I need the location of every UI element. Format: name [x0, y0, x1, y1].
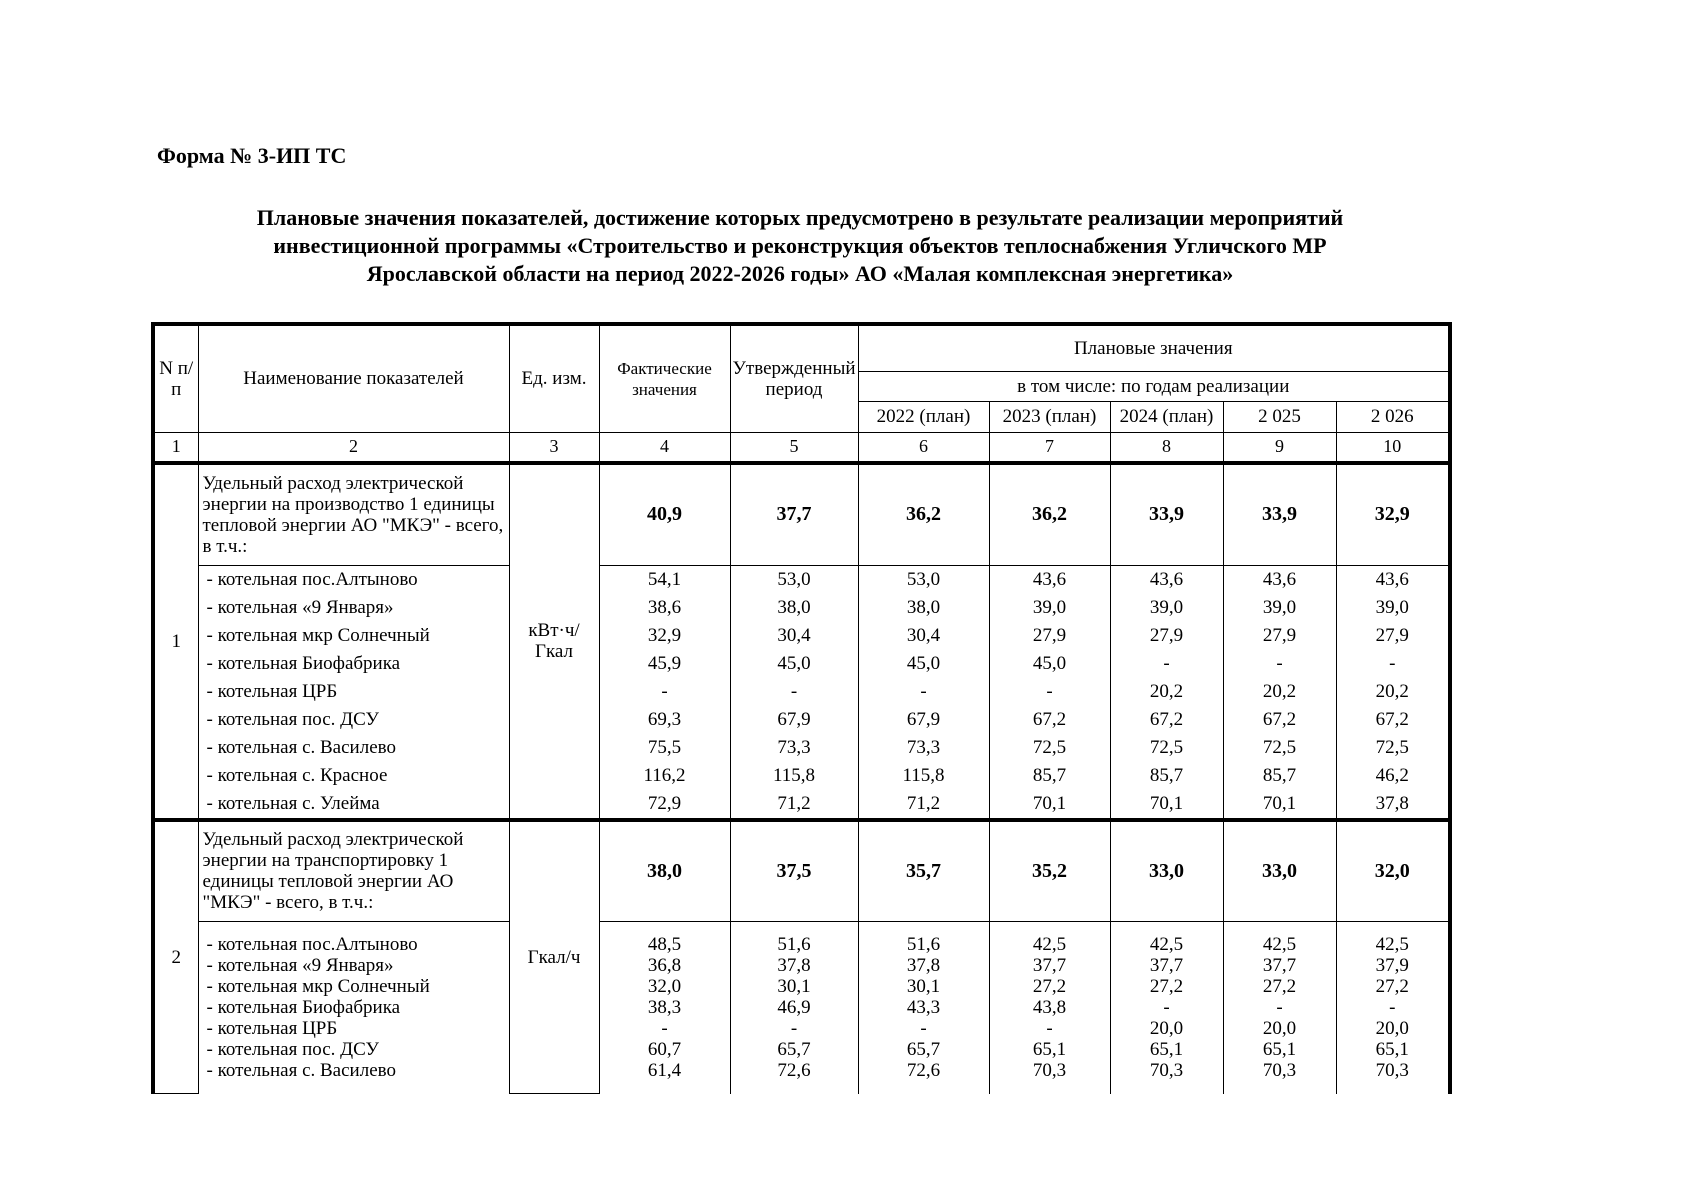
value-cell: 51,6 [777, 934, 811, 956]
column-number: 3 [509, 432, 599, 463]
column-number: 1 [153, 432, 198, 463]
column-number: 10 [1336, 432, 1450, 463]
value-cell: 65,1 [1262, 1039, 1297, 1061]
value-cell: 70,3 [1375, 1060, 1409, 1082]
value-column [989, 922, 1110, 1094]
value-list [1224, 566, 1336, 818]
value-list [990, 566, 1110, 818]
value-cell: 65,1 [1375, 1039, 1409, 1061]
value-cell: 67,2 [1375, 708, 1409, 730]
value-cell: 67,9 [906, 708, 941, 730]
value-cell: - [1276, 997, 1283, 1019]
header-year: 2 025 [1223, 401, 1336, 432]
value-cell: - [1276, 652, 1283, 674]
value-column [599, 922, 730, 1094]
value-cell: 69,3 [647, 708, 682, 730]
value-cell: - [790, 1018, 798, 1040]
column-number: 5 [730, 432, 858, 463]
value-list [1337, 934, 1449, 1081]
total-value: 32,9 [1336, 463, 1450, 565]
value-cell: 27,2 [1262, 976, 1297, 998]
value-list [600, 566, 730, 818]
value-cell: 27,2 [1149, 976, 1184, 998]
column-number: 8 [1110, 432, 1223, 463]
total-value: 38,0 [599, 820, 730, 922]
value-cell: 54,1 [647, 568, 682, 590]
value-cell: - [661, 680, 668, 702]
form-label: Форма № 3-ИП ТС [157, 143, 347, 168]
value-list [600, 934, 730, 1081]
value-list [990, 934, 1110, 1081]
station-names [198, 922, 509, 1094]
value-list [1111, 566, 1223, 818]
value-cell: 116,2 [643, 764, 686, 786]
column-number: 7 [989, 432, 1110, 463]
indicator-total-name: Удельный расход электрической энергии на транспортировку 1 единицы тепловой энергии АО "МКЭ" - всего, в т.ч.: [198, 820, 509, 922]
value-cell: 45,9 [647, 652, 682, 674]
group-number: 2 [153, 820, 198, 1094]
header-unit: Ед. изм. [509, 324, 599, 432]
value-cell: 45,0 [906, 652, 941, 674]
value-cell: 36,8 [647, 955, 682, 977]
value-cell: 39,0 [1375, 596, 1409, 618]
value-cell: 37,8 [777, 955, 811, 977]
value-cell: 85,7 [1262, 764, 1297, 786]
indicators-table [151, 322, 1452, 1094]
value-cell: 46,9 [777, 997, 811, 1019]
value-cell: 71,2 [906, 792, 941, 814]
value-cell: 45,0 [777, 652, 811, 674]
value-cell: 42,5 [1375, 934, 1409, 956]
value-column [730, 565, 858, 820]
value-cell: 67,9 [777, 708, 811, 730]
value-cell: 30,4 [906, 624, 941, 646]
station-name: - котельная «9 Января» [206, 955, 394, 977]
title-line: Плановые значения показателей, достижение которых предусмотрено в результате реализации мероприятий [256, 205, 1344, 230]
value-cell: 65,7 [777, 1039, 811, 1061]
value-cell: 73,3 [777, 736, 811, 758]
column-number: 4 [599, 432, 730, 463]
value-cell: 85,7 [1149, 764, 1184, 786]
total-value: 36,2 [989, 463, 1110, 565]
value-cell: - [920, 680, 927, 702]
value-cell: 20,0 [1262, 1018, 1297, 1040]
value-cell: 20,0 [1375, 1018, 1409, 1040]
value-cell: 32,9 [647, 624, 682, 646]
value-list [1111, 934, 1223, 1081]
value-cell: 38,6 [647, 596, 682, 618]
value-cell: 70,1 [1262, 792, 1297, 814]
value-cell: 37,7 [1032, 955, 1067, 977]
value-cell: 70,1 [1149, 792, 1184, 814]
value-cell: 20,2 [1149, 680, 1184, 702]
station-name: - котельная пос.Алтыново [206, 934, 418, 956]
station-name: - котельная Биофабрика [206, 652, 401, 674]
header-num: N п/п [153, 324, 198, 432]
value-list [731, 934, 858, 1081]
total-value: 33,9 [1110, 463, 1223, 565]
station-name: - котельная пос.Алтыново [206, 568, 418, 590]
column-number: 9 [1223, 432, 1336, 463]
station-name: - котельная с. Улейма [206, 792, 380, 814]
value-column [730, 922, 858, 1094]
group-number: 1 [153, 463, 198, 820]
value-cell: 30,4 [777, 624, 811, 646]
value-cell: 72,6 [906, 1060, 941, 1082]
value-cell: 30,1 [777, 976, 811, 998]
indicator-total-name: Удельный расход электрической энергии на производство 1 единицы тепловой энергии АО "МКЭ" - всего, в т.ч.: [198, 463, 509, 565]
value-cell: 20,2 [1262, 680, 1297, 702]
column-number: 2 [198, 432, 509, 463]
value-list [1224, 934, 1336, 1081]
station-name: - котельная с. Василево [206, 736, 396, 758]
station-names [198, 565, 509, 820]
value-cell: - [1046, 1018, 1053, 1040]
station-name: - котельная пос. ДСУ [206, 1039, 379, 1061]
station-name-list [207, 934, 509, 1081]
value-cell: - [1163, 997, 1170, 1019]
station-name: - котельная «9 Января» [206, 596, 394, 618]
value-column [858, 922, 989, 1094]
value-cell: 37,8 [906, 955, 941, 977]
total-value: 33,0 [1110, 820, 1223, 922]
document-title [150, 204, 1450, 288]
value-cell: 73,3 [906, 736, 941, 758]
value-cell: - [1046, 680, 1053, 702]
value-cell: 38,0 [777, 596, 811, 618]
total-value: 33,0 [1223, 820, 1336, 922]
value-list [731, 566, 858, 818]
value-cell: - [1389, 997, 1396, 1019]
value-cell: 43,3 [906, 997, 941, 1019]
value-cell: 70,3 [1032, 1060, 1067, 1082]
value-column [1110, 922, 1223, 1094]
value-cell: 43,6 [1262, 568, 1297, 590]
value-cell: - [1163, 652, 1170, 674]
value-cell: 72,5 [1375, 736, 1409, 758]
value-cell: 27,9 [1149, 624, 1184, 646]
value-cell: 39,0 [1262, 596, 1297, 618]
title-line: инвестиционной программы «Строительство и реконструкция объектов теплоснабжения Угличского МР [273, 233, 1327, 258]
unit-cell: кВт·ч/ Гкал [509, 463, 599, 820]
value-cell: - [920, 1018, 927, 1040]
value-cell: 51,6 [906, 934, 941, 956]
unit-cell: Гкал/ч [509, 820, 599, 1094]
value-list [859, 934, 989, 1081]
value-list [859, 566, 989, 818]
value-cell: 70,1 [1032, 792, 1067, 814]
value-cell: 30,1 [906, 976, 941, 998]
value-cell: 43,6 [1375, 568, 1409, 590]
value-cell: 27,2 [1375, 976, 1409, 998]
value-cell: 72,5 [1262, 736, 1297, 758]
value-cell: 37,7 [1149, 955, 1184, 977]
value-column [1223, 565, 1336, 820]
total-value: 37,7 [730, 463, 858, 565]
header-year: 2022 (план) [858, 401, 989, 432]
value-cell: 72,5 [1149, 736, 1184, 758]
value-cell: 39,0 [1032, 596, 1067, 618]
station-name: - котельная с. Красное [206, 764, 388, 786]
station-name-list [207, 566, 509, 818]
station-name: - котельная мкр Солнечный [206, 976, 430, 998]
value-cell: 43,6 [1149, 568, 1184, 590]
value-cell: 60,7 [647, 1039, 682, 1061]
value-cell: 65,7 [906, 1039, 941, 1061]
value-cell: 46,2 [1375, 764, 1409, 786]
value-column [1110, 565, 1223, 820]
value-cell: 37,8 [1375, 792, 1409, 814]
value-cell: 42,5 [1262, 934, 1297, 956]
value-cell: 27,9 [1375, 624, 1409, 646]
station-name: - котельная ЦРБ [206, 1018, 338, 1040]
value-cell: 65,1 [1149, 1039, 1184, 1061]
value-cell: 42,5 [1032, 934, 1067, 956]
station-name: - котельная пос. ДСУ [206, 708, 379, 730]
header-actual: Фактические значения [599, 324, 730, 432]
value-cell: 27,9 [1032, 624, 1067, 646]
header-approved: Утвержденный период [730, 324, 858, 432]
value-cell: 115,8 [902, 764, 945, 786]
station-name: - котельная мкр Солнечный [206, 624, 430, 646]
value-cell: 61,4 [647, 1060, 682, 1082]
total-value: 32,0 [1336, 820, 1450, 922]
value-cell: 45,0 [1032, 652, 1067, 674]
value-cell: 53,0 [777, 568, 811, 590]
value-cell: 38,0 [906, 596, 941, 618]
value-column [858, 565, 989, 820]
value-cell: 38,3 [647, 997, 682, 1019]
value-list [1337, 566, 1449, 818]
value-cell: 53,0 [906, 568, 941, 590]
value-cell: 43,6 [1032, 568, 1067, 590]
value-cell: 43,8 [1032, 997, 1067, 1019]
value-cell: 65,1 [1032, 1039, 1067, 1061]
title-line: Ярославской области на период 2022-2026 годы» АО «Малая комплексная энергетика» [366, 261, 1234, 286]
value-cell: 20,2 [1375, 680, 1409, 702]
header-name: Наименование показателей [198, 324, 509, 432]
station-name: - котельная ЦРБ [206, 680, 338, 702]
value-cell: 42,5 [1149, 934, 1184, 956]
value-cell: 70,3 [1149, 1060, 1184, 1082]
value-cell: 67,2 [1262, 708, 1297, 730]
value-cell: 32,0 [647, 976, 682, 998]
header-by-year: в том числе: по годам реализации [858, 371, 1450, 401]
value-cell: 67,2 [1032, 708, 1067, 730]
value-column [1336, 565, 1450, 820]
value-cell: 115,8 [772, 764, 816, 786]
total-value: 33,9 [1223, 463, 1336, 565]
header-year: 2023 (план) [989, 401, 1110, 432]
value-cell: - [790, 680, 798, 702]
value-cell: 27,2 [1032, 976, 1067, 998]
header-year: 2024 (план) [1110, 401, 1223, 432]
total-value: 37,5 [730, 820, 858, 922]
value-cell: 20,0 [1149, 1018, 1184, 1040]
total-value: 35,2 [989, 820, 1110, 922]
value-cell: 75,5 [647, 736, 682, 758]
value-column [599, 565, 730, 820]
value-column [1336, 922, 1450, 1094]
value-cell: 37,7 [1262, 955, 1297, 977]
value-cell: - [661, 1018, 668, 1040]
value-cell: 37,9 [1375, 955, 1409, 977]
value-cell: 85,7 [1032, 764, 1067, 786]
value-cell: 71,2 [777, 792, 811, 814]
total-value: 36,2 [858, 463, 989, 565]
value-cell: 72,6 [777, 1060, 811, 1082]
value-cell: 72,9 [647, 792, 682, 814]
header-planned: Плановые значения [858, 324, 1450, 371]
value-cell: 70,3 [1262, 1060, 1297, 1082]
value-column [989, 565, 1110, 820]
total-value: 35,7 [858, 820, 989, 922]
header-year: 2 026 [1336, 401, 1450, 432]
total-value: 40,9 [599, 463, 730, 565]
station-name: - котельная Биофабрика [206, 997, 401, 1019]
value-cell: 39,0 [1149, 596, 1184, 618]
column-number: 6 [858, 432, 989, 463]
value-cell: 67,2 [1149, 708, 1184, 730]
value-cell: - [1389, 652, 1396, 674]
value-column [1223, 922, 1336, 1094]
value-cell: 72,5 [1032, 736, 1067, 758]
value-cell: 48,5 [647, 934, 682, 956]
station-name: - котельная с. Василево [206, 1060, 396, 1082]
value-cell: 27,9 [1262, 624, 1297, 646]
